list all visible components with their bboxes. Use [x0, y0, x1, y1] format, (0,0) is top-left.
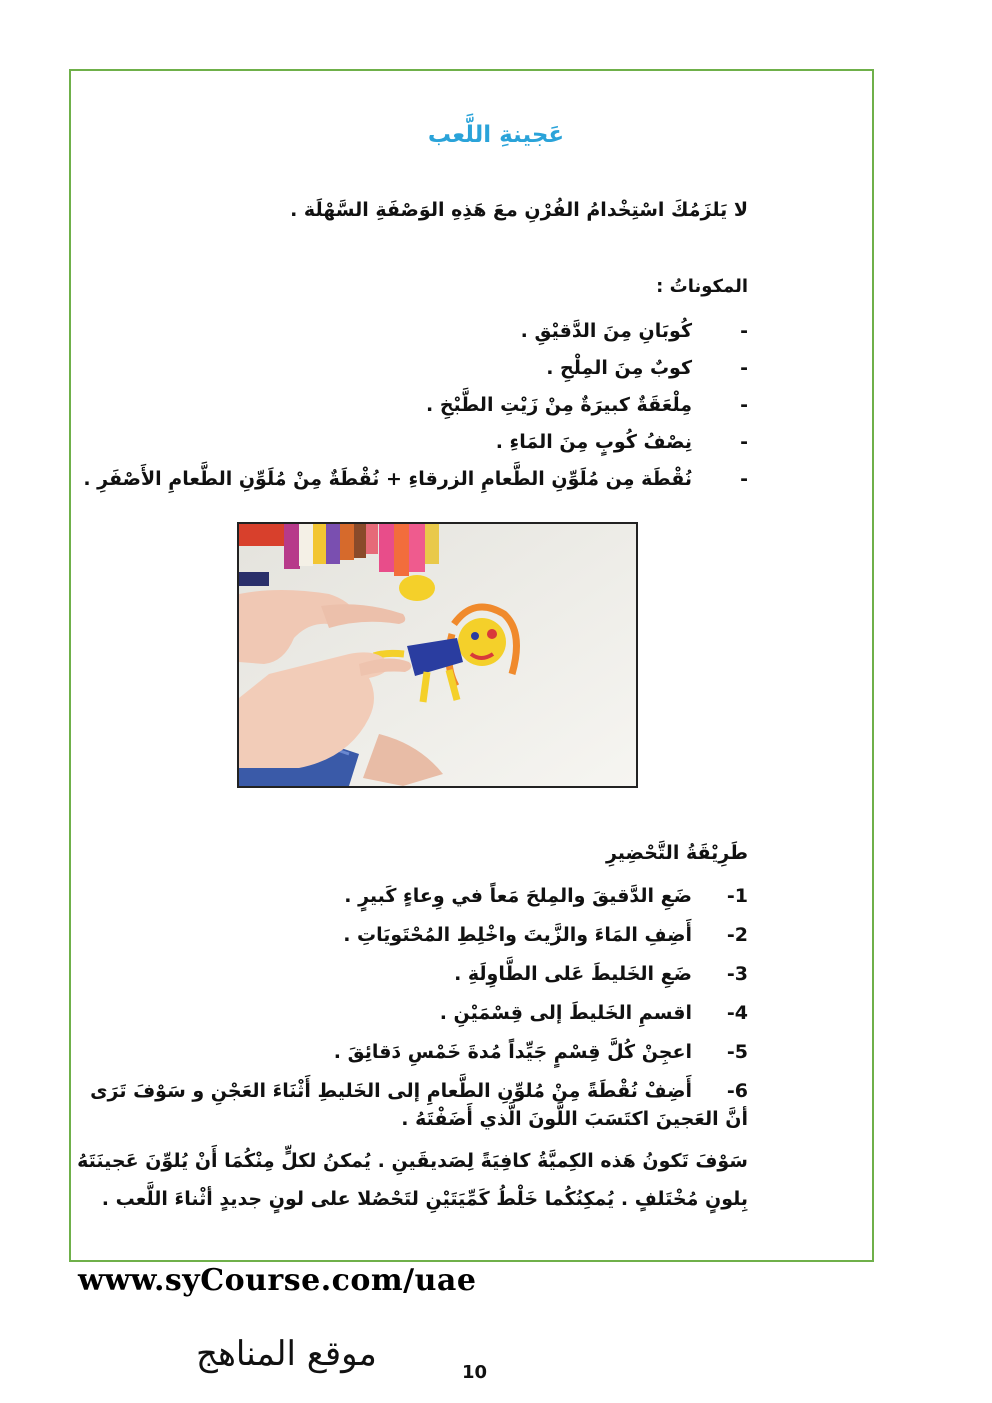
step-text: أَضِفْ نُقْطَةً مِنْ مُلوِّنِ الطَّعامِ إلى الخَليطِ أَثْنَاءَ العَجْنِ و سَوْفَ تَرَى — [90, 1079, 692, 1102]
list-item — [108, 1032, 748, 1071]
site-logo-text: موقع المناهج — [196, 1334, 377, 1374]
page-title: عَجينةِ اللَّعب — [427, 122, 565, 148]
bullet-dash: - — [740, 319, 748, 342]
bullet-dash: - — [740, 393, 748, 416]
ingredient-text: مِلْعَقَةٌ كبيرَةٌ مِنْ زَيْتِ الطَّبْخِ . — [426, 393, 692, 416]
website-link[interactable]: www.syCourse.com/uae — [78, 1263, 477, 1298]
bullet-dash: - — [740, 356, 748, 379]
list-item — [108, 876, 748, 915]
note-line-2: بِلونٍ مُخْتَلفٍ . يُمكِنُكُما خَلْطُ كَمِّيَتَيْنِ لتَحْصُلا على لونٍ جديدٍ أثْناءَ اللَّعب . — [101, 1188, 748, 1210]
step-number: 1- — [726, 884, 748, 907]
step-text: ضَعِ الدَّقيقَ والمِلحَ مَعاً في وِعاءٍ كَبيرٍ . — [344, 884, 692, 907]
note-line-1: سَوْفَ تَكونُ هَذه الكِميَّةُ كافِيَةً لِصَديقَينِ . يُمكنُ لكلٍّ مِنْكُمَا أَنْ يُلوِّنَ عَجينَتَهُ — [77, 1150, 748, 1172]
list-item — [108, 915, 748, 954]
playdough-photo — [237, 522, 638, 788]
ingredients-list — [83, 312, 748, 497]
list-item — [108, 312, 748, 349]
list-item — [108, 993, 748, 1032]
ingredient-text: كُوبَانِ مِنَ الدَّقيْقِ . — [520, 319, 692, 342]
step-text: اعجِنْ كُلَّ قِسْمٍ جَيِّداً مُدةَ خَمْسِ دَقائِقَ . — [333, 1040, 692, 1063]
ingredient-text: نُقْطَة مِن مُلَوِّنِ الطَّعامِ الزرقاءِ + نُقْطَةٌ مِنْ مُلَوِّنِ الطَّعامِ الأَصْفَرِ . — [83, 467, 692, 490]
ingredient-text: كوبٌ مِنَ المِلْحِ . — [546, 356, 692, 379]
step-number: 2- — [726, 923, 748, 946]
list-item — [90, 1071, 748, 1110]
step-number: 4- — [726, 1001, 748, 1024]
list-item — [108, 954, 748, 993]
step-text: أَضِفِ المَاءَ والزَّيتَ واخْلِطِ المُحْتَويَاتِ . — [343, 923, 692, 946]
ingredient-text: نِصْفُ كُوبٍ مِنَ المَاءِ . — [495, 430, 692, 453]
preparation-heading: طَرِيْقَةُ التَّحْضِيرِ — [605, 842, 748, 864]
bullet-dash: - — [740, 467, 748, 490]
step-number: 5- — [726, 1040, 748, 1063]
ingredients-heading: المكوناتُ : — [656, 276, 748, 297]
bullet-dash: - — [740, 430, 748, 453]
steps-list — [90, 876, 748, 1110]
list-item — [108, 349, 748, 386]
list-item — [108, 423, 748, 460]
intro-text: لا يَلزَمُكَ اسْتِخْدامُ الفُرْنِ معَ هَذِهِ الوَصْفَةِ السَّهْلَة . — [290, 199, 748, 221]
list-item — [83, 460, 748, 497]
page-number: 10 — [462, 1362, 488, 1383]
step-number: 6- — [726, 1079, 748, 1102]
list-item — [108, 386, 748, 423]
step-text: اقسمِ الخَليطَ إلى قِسْمَيْنِ . — [439, 1001, 692, 1024]
step-number: 3- — [726, 962, 748, 985]
step-continuation: أنَّ العَجينَ اكتَسَبَ اللَّونَ الَّذي أَضَفْتَهُ . — [401, 1108, 748, 1130]
step-text: ضَعِ الخَليطَ عَلى الطَّاوِلَةِ . — [454, 962, 692, 985]
